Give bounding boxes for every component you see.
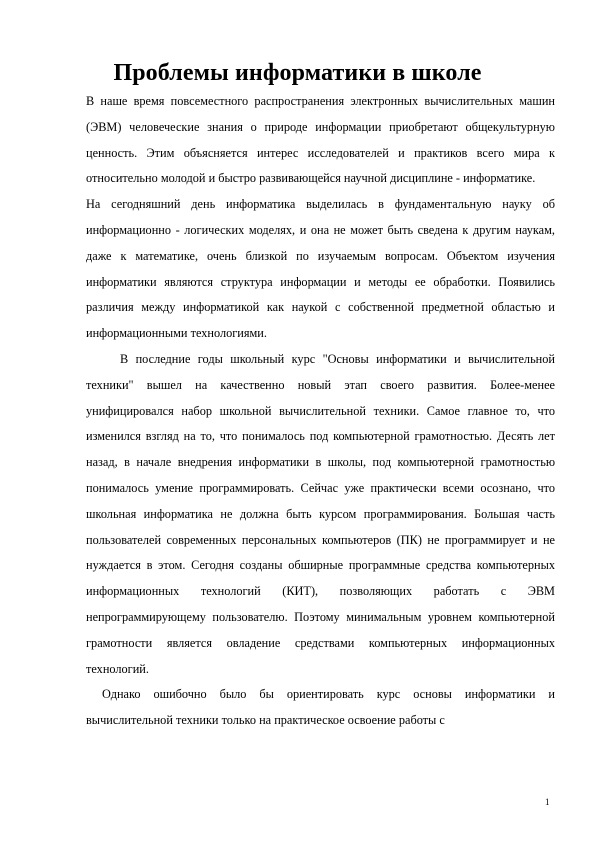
page-number: 1 xyxy=(545,797,550,807)
paragraph-conclusion: Однако ошибочно было бы ориентировать курс основы информатики и вычислительной техники только на практическое освоение работы с xyxy=(86,687,555,728)
paragraph-school-course: В последние годы школьный курс "Основы информатики и вычислительной техники" вышел на качественно новый этап своего развития. Более-менее унифицировался набор школьной вычислительной техники. Самое главное то, что изменился взгляд на то, что понималось под компьютерной грамотностью. Десять лет назад, в начале внедрения информатики в школы, под компьютерной грамотностью понималось умение программировать. Сейчас уже практически всеми осознано, что школьная информатика не должна быть курсом программирования. Большая часть пользователей современных персональных компьютеров (ПК) не программирует и не нуждается в этом. Сегодня созданы обширные программные средства компьютерных информационных технологий (КИТ), позволяющих работать с ЭВМ непрограммирующему пользователю. Поэтому минимальным уровнем компьютерной грамотности является овладение средствами компьютерных информационных технологий. xyxy=(86,351,555,676)
paragraph-informatics-science: На сегодняшний день информатика выделилась в фундаментальную науку об информационно - логических моделях, и она не может быть сведена к другим наукам, даже к математике, очень близкой по изучаемым вопросам. Объектом изучения информатики являются структура информации и методы ее обработки. Появились различия между информатикой как наукой с собственной предметной областью и информационными технологиями. xyxy=(86,197,555,341)
page-title: Проблемы информатики в школе xyxy=(113,60,482,86)
paragraph-intro: В наше время повсеместного распространения электронных вычислительных машин (ЭВМ) человеческие знания о природе информации приобретают общекультурную ценность. Этим объясняется интерес исследователей и практиков всего мира к относительно молодой и быстро развивающейся научной дисциплине - информатике. xyxy=(86,94,555,186)
document-body xyxy=(86,89,555,734)
